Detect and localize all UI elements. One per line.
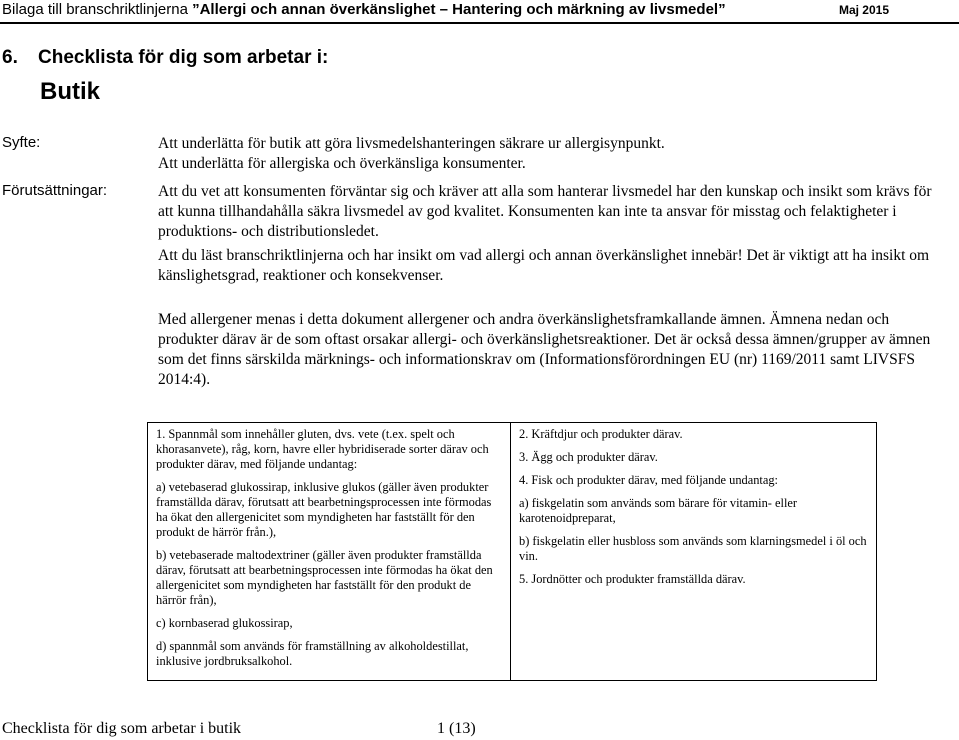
allergen-item-4a: a) fiskgelatin som används som bärare för vitamin- eller karotenoidpreparat, — [519, 496, 798, 525]
page-header — [0, 0, 959, 22]
allergen-item-1c: c) kornbaserad glukossirap, — [156, 616, 293, 630]
header-title — [2, 1, 726, 18]
allergen-item-1d: d) spannmål som används för framställning av alkoholdestillat, inklusive jordbruksalkohol. — [156, 639, 469, 668]
syfte-text — [158, 134, 948, 174]
allergen-intro-text: Med allergener menas i detta dokument allergener och andra överkänslighetsframkallande ämnen. Ämnena nedan och produkter därav är de som oftast orsakar allergi- och överkänslighetsreaktioner. Det är också dessa ämnen/grupper av ämnen som det finns särskilda märknings- och informationskrav om (Informationsförordningen EU (nr) 1169/2011 samt LIVSFS 2014:4). — [158, 311, 931, 388]
forutsattningar-text — [158, 182, 948, 286]
allergen-item-3: 3. Ägg och produkter därav. — [519, 450, 658, 464]
footer-document-title: Checklista för dig som arbetar i butik — [2, 720, 242, 737]
allergen-column-left — [148, 423, 511, 681]
allergen-intro — [158, 310, 948, 390]
footer-page-number: 1 (13) — [437, 720, 476, 737]
allergen-item-4: 4. Fisk och produkter därav, med följande undantag: — [519, 473, 778, 487]
header-date: Maj 2015 — [838, 3, 889, 17]
allergen-item-5: 5. Jordnötter och produkter framställda därav. — [519, 572, 746, 586]
allergen-column-right — [511, 423, 877, 681]
syfte-label: Syfte: — [2, 134, 41, 151]
allergen-table — [147, 422, 877, 681]
syfte-line-2: Att underlätta för allergiska och överkänsliga konsumenter. — [158, 155, 526, 172]
allergen-item-1: 1. Spannmål som innehåller gluten, dvs. vete (t.ex. spelt och khorasanvete), råg, korn, havre eller hybridiserade sorter därav och produkter därav, med följande undantag: — [156, 427, 489, 471]
allergen-item-1a: a) vetebaserad glukossirap, inklusive glukos (gäller även produkter framställda därav, förutsatt att bearbetningsprocessen inte förmodas ha ökat den allergenicitet som myndigheten har fastställt för den produkt de härrör från.), — [156, 480, 492, 539]
syfte-line-1: Att underlätta för butik att göra livsmedelshanteringen säkrare ur allergisynpunkt. — [158, 135, 665, 152]
header-title-guideline-name: ”Allergi och annan överkänslighet – Hantering och märkning av livsmedel” — [192, 1, 726, 18]
section-subtitle: Butik — [40, 78, 100, 105]
section-number: 6. — [2, 47, 18, 68]
header-divider — [0, 22, 959, 24]
forutsattningar-paragraph-1: Att du vet att konsumenten förväntar sig och kräver att alla som hanterar livsmedel har den kunskap och insikt som krävs för att kunna tillhandahålla säkra livsmedel av god kvalitet. Konsumenten kan inte ta ansvar för misstag och felaktigheter i produktions- och distributionsledet. — [158, 183, 932, 240]
header-title-prefix: Bilaga till branschriktlinjerna — [2, 1, 193, 18]
section-heading — [2, 47, 328, 69]
allergen-item-1b: b) vetebaserade maltodextriner (gäller även produkter framställda därav, förutsatt att bearbetningsprocessen inte förmodas ha ökat den allergenicitet som myndigheten har fastställt för den produkt de härrör från), — [156, 548, 493, 607]
allergen-item-2: 2. Kräftdjur och produkter därav. — [519, 427, 683, 441]
section-title: Checklista för dig som arbetar i: — [38, 47, 329, 68]
allergen-table-row — [148, 423, 877, 681]
forutsattningar-paragraph-2: Att du läst branschriktlinjerna och har insikt om vad allergi och annan överkänslighet innebär! Det är viktigt att ha insikt om känslighetsgrad, reaktioner och konsekvenser. — [158, 247, 930, 284]
allergen-item-4b: b) fiskgelatin eller husbloss som används som klarningsmedel i öl och vin. — [519, 534, 867, 563]
forutsattningar-label: Förutsättningar: — [2, 182, 108, 199]
